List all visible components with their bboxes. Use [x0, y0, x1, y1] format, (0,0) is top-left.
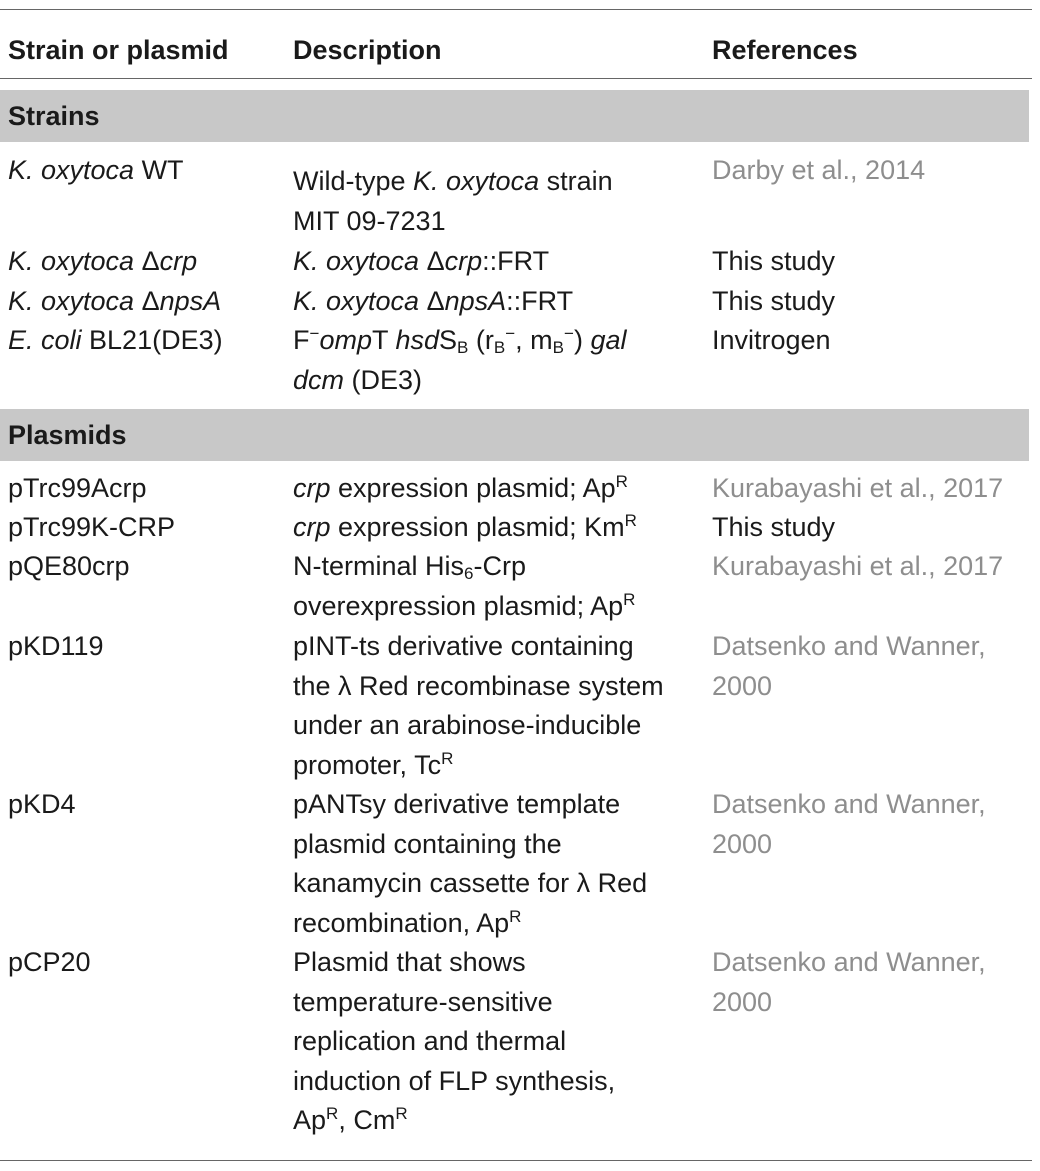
plasmid-description: crp expression plasmid; $Ap^R$: [293, 472, 628, 503]
plasmid-name: pKD119: [8, 631, 104, 661]
section-plasmids: [0, 409, 1029, 461]
table-header: [0, 30, 1032, 70]
strain-name: K. oxytoca WT: [8, 155, 184, 185]
plasmid-reference: Kurabayashi et al., 2017: [712, 473, 1004, 503]
strain-name: K. oxytoca ΔnpsA: [8, 286, 222, 316]
plasmid-name: pQE80crp: [8, 551, 130, 581]
section-strains: [0, 90, 1029, 142]
section-plasmids-label: Plasmids: [8, 420, 127, 450]
top-rule: [0, 9, 1032, 10]
strain-reference: This study: [712, 286, 836, 316]
plasmid-description: pINT-ts derivative containing the λ Red recombinase system under an arabinose-inducible promoter, $Tc^R$: [293, 631, 664, 780]
strain-description: K. oxytoca Δcrp::FRT: [293, 246, 550, 276]
header-strain-or-plasmid: Strain or plasmid: [8, 35, 229, 65]
strain-reference: Invitrogen: [712, 325, 831, 355]
plasmid-reference: Datsenko and Wanner, 2000: [712, 947, 986, 1017]
header-description: Description: [293, 35, 442, 65]
strain-description: K. oxytoca ΔnpsA::FRT: [293, 286, 574, 316]
section-strains-label: Strains: [8, 101, 100, 131]
plasmid-name: pTrc99Acrp: [8, 473, 147, 503]
bottom-rule: [0, 1160, 1032, 1161]
plasmid-description: pANTsy derivative template plasmid containing the kanamycin cassette for λ Red recombination, $Ap^R$: [293, 789, 648, 938]
strain-reference: Darby et al., 2014: [712, 155, 926, 185]
plasmid-reference: Kurabayashi et al., 2017: [712, 551, 1004, 581]
plasmid-name: pTrc99K-CRP: [8, 512, 176, 542]
plasmid-name: pCP20: [8, 947, 91, 977]
header-references: References: [712, 35, 858, 65]
plasmid-reference: Datsenko and Wanner, 2000: [712, 789, 986, 859]
strain-name: E. coli BL21(DE3): [8, 325, 223, 355]
plasmid-description: crp expression plasmid; $Km^R$: [293, 511, 637, 542]
header-rule: [0, 78, 1032, 79]
strain-reference: This study: [712, 246, 836, 276]
plasmid-reference: This study: [712, 512, 836, 542]
plasmid-description: N-terminal His$_6$-Crp overexpression plasmid; $Ap^R$: [293, 551, 636, 621]
strain-description: Wild-type K. oxytoca strain MIT 09-7231: [293, 166, 613, 236]
strain-description: F−ompT hsdS$_B$ ($r_B^-$, $m_B^-$) gal dcm (DE3): [293, 324, 627, 395]
plasmid-description: Plasmid that shows temperature-sensitive replication and thermal induction of FLP synthesis, $Ap^R$, $Cm^R$: [293, 947, 616, 1135]
plasmid-name: pKD4: [8, 789, 76, 819]
strain-name: K. oxytoca Δcrp: [8, 246, 198, 276]
plasmid-reference: Datsenko and Wanner, 2000: [712, 631, 986, 701]
